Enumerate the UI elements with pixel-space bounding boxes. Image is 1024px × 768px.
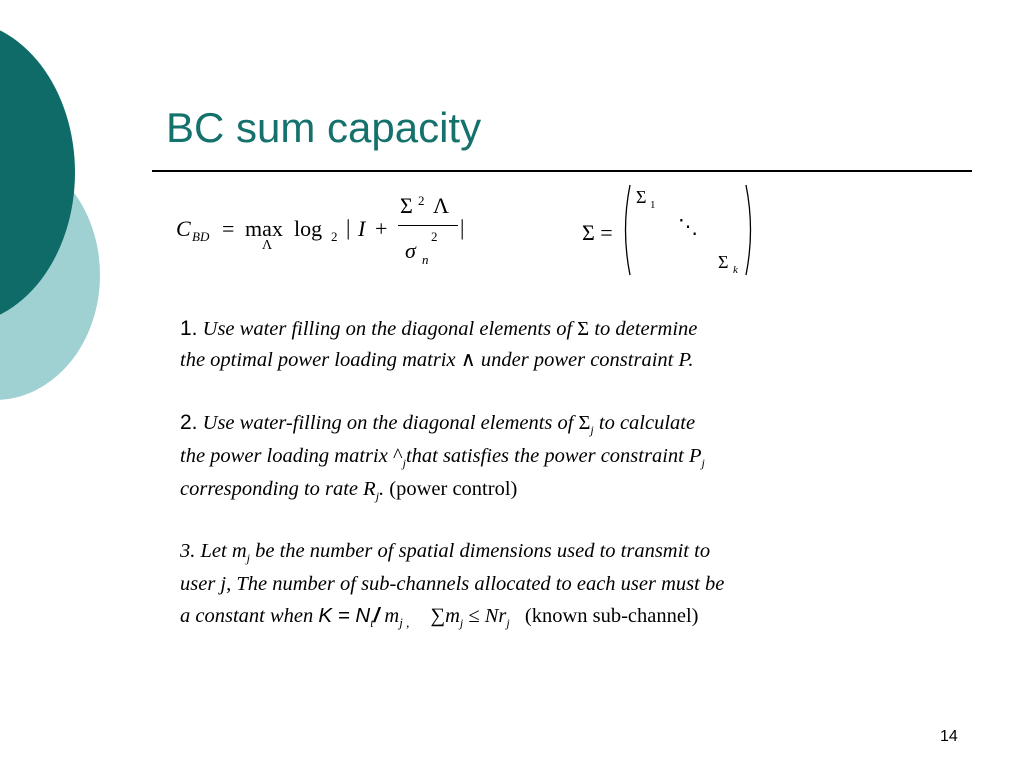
step-3-line-1 bbox=[180, 536, 724, 569]
bar-left: | bbox=[346, 215, 351, 240]
step-2-line-1 bbox=[180, 407, 705, 441]
denominator-sigma: σ bbox=[405, 238, 416, 263]
denominator-subscript: n bbox=[422, 252, 429, 267]
step-1-line-2 bbox=[180, 345, 697, 376]
m-symbol: m bbox=[384, 605, 400, 627]
power-control-note: (power control) bbox=[389, 478, 518, 500]
sigma-j-symbol: Σ bbox=[578, 412, 591, 434]
less-equal-symbol: ≤ bbox=[468, 605, 480, 627]
fraction-bar bbox=[398, 225, 458, 226]
step-2-text-a: Use water-filling on the diagonal elements of bbox=[202, 412, 574, 434]
nr-symbol: Nr bbox=[484, 605, 507, 627]
step-3-line-2: user j, The number of sub-channels allocated to each user must be bbox=[180, 573, 725, 595]
step-2-text-e: corresponding to rate R bbox=[180, 478, 376, 500]
matrix-entry-k-subscript: k bbox=[733, 264, 738, 276]
step-2-line-2 bbox=[180, 441, 705, 474]
nr-subscript: j bbox=[506, 616, 510, 630]
log-operator: log bbox=[294, 216, 323, 241]
sum-m-symbol: m bbox=[445, 605, 460, 627]
step-2-line-3 bbox=[180, 474, 705, 507]
rate-subscript: j bbox=[375, 489, 380, 503]
denominator-power: 2 bbox=[431, 229, 438, 244]
slide-title: BC sum capacity bbox=[166, 104, 482, 151]
known-subchannel-note: (known sub-channel) bbox=[524, 605, 699, 627]
max-subscript: Λ bbox=[262, 238, 273, 253]
lambda-j-symbol: ^ bbox=[392, 445, 403, 467]
step-3-text-a: 3. Let m bbox=[180, 540, 247, 562]
step-1-paragraph bbox=[180, 313, 697, 376]
title-underline bbox=[152, 170, 972, 172]
max-operator: max bbox=[245, 216, 283, 241]
step-3-text-c: a constant when bbox=[180, 605, 314, 627]
power-constraint-subscript: j bbox=[701, 456, 705, 470]
m-subscript: j , bbox=[399, 615, 410, 630]
matrix-entry-1-subscript: 1 bbox=[650, 199, 656, 211]
step-1-number: 1. bbox=[180, 317, 198, 340]
n-t-subscript: t bbox=[370, 616, 374, 630]
identity-matrix: I bbox=[358, 216, 366, 241]
equals-sign: = bbox=[222, 216, 235, 241]
plus-sign: + bbox=[375, 216, 388, 241]
sum-m-subscript: j bbox=[459, 616, 464, 630]
matrix-entry-1: Σ bbox=[636, 187, 647, 207]
step-1-text-c: the optimal power loading matrix bbox=[180, 349, 456, 371]
sigma-symbol: Σ bbox=[577, 318, 590, 340]
matrix-diagonal-dots: ⋱ bbox=[678, 216, 698, 238]
m-j-subscript: j bbox=[246, 551, 250, 565]
matrix-entry-k: Σ bbox=[718, 252, 729, 272]
summation-symbol: ∑ bbox=[430, 605, 446, 627]
capacity-symbol: C bbox=[176, 216, 191, 241]
step-2-paragraph bbox=[180, 407, 705, 507]
log-base: 2 bbox=[331, 229, 338, 244]
k-equals-n: K = N bbox=[318, 604, 371, 627]
numerator-lambda: Λ bbox=[433, 193, 449, 218]
page-number: 14 bbox=[940, 728, 958, 745]
lambda-symbol: ∧ bbox=[460, 349, 476, 371]
division-slash: / bbox=[373, 604, 380, 627]
step-2-text-b: to calculate bbox=[598, 412, 696, 434]
numerator-sigma: Σ bbox=[400, 193, 413, 218]
step-2-period: . bbox=[379, 478, 385, 500]
step-3-paragraph bbox=[180, 536, 724, 634]
step-1-text-b: to determine bbox=[594, 318, 698, 340]
sigma-j-subscript: j bbox=[590, 423, 594, 437]
step-3-text-b: be the number of spatial dimensions used to transmit to bbox=[255, 540, 711, 562]
step-2-text-c: the power loading matrix bbox=[180, 445, 388, 467]
step-1-text-a: Use water filling on the diagonal elements of bbox=[202, 318, 573, 340]
step-1-line-1 bbox=[180, 313, 697, 345]
step-3-line-3 bbox=[180, 600, 724, 634]
bar-right: | bbox=[460, 215, 465, 240]
step-2-number: 2. bbox=[180, 411, 198, 434]
step-1-text-d: under power constraint P. bbox=[480, 349, 694, 371]
step-2-text-d: that satisfies the power constraint P bbox=[405, 445, 702, 467]
lambda-j-subscript: j bbox=[402, 456, 406, 470]
numerator-power: 2 bbox=[418, 193, 425, 208]
sigma-matrix-lhs: Σ = bbox=[582, 220, 613, 245]
capacity-subscript: BD bbox=[192, 229, 210, 244]
